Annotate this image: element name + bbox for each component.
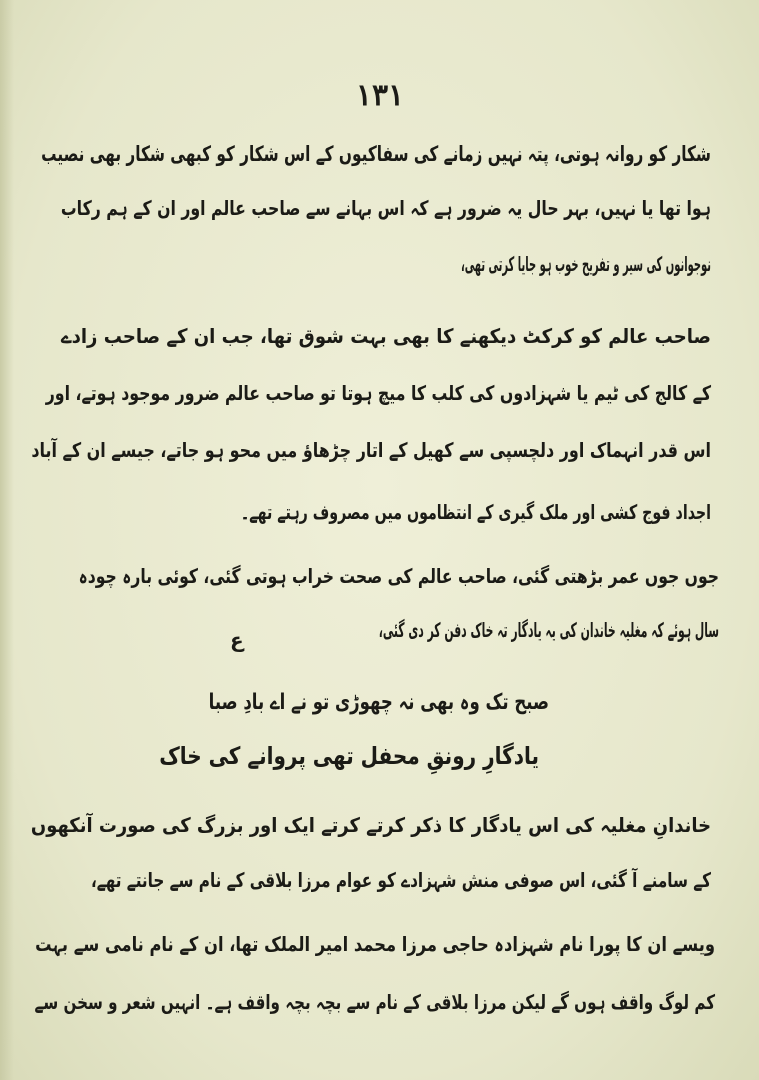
text-line-5: کے کالج کی ٹیم یا شہزادوں کی کلب کا میچ ہوتا تو صاحب عالم ضرور موجود ہوتے، اور xyxy=(45,381,711,405)
text-line-4: صاحب عالم کو کرکٹ دیکھنے کا بھی بہت شوق تھا، جب ان کے صاحب زادے xyxy=(60,324,712,348)
verse-marker: ع xyxy=(230,628,244,652)
text-line-7: اجداد فوج کشی اور ملک گیری کے انتظاموں میں مصروف رہتے تھے۔ xyxy=(240,500,711,524)
text-line-13: کم لوگ واقف ہوں گے لیکن مرزا بلاقی کے نام سے بچہ بچہ واقف ہے۔ انہیں شعر و سخن سے xyxy=(34,990,716,1014)
text-line-2: ہوا تھا یا نہیں، بہر حال یہ ضرور ہے کہ اس بہانے سے صاحب عالم اور ان کے ہم رکاب xyxy=(60,196,711,220)
text-line-11: کے سامنے آ گئی، اس صوفی منش شہزادے کو عوام مرزا بلاقی کے نام سے جانتے تھے، xyxy=(91,868,712,892)
page-edge-shadow xyxy=(0,0,14,1080)
text-line-9: سال ہوئے کہ مغلیہ خاندان کی یہ یادگار تہ خاک دفن کر دی گئی، xyxy=(378,618,719,642)
verse-line-1: صبح تک وہ بھی نہ چھوڑی تو نے اے بادِ صبا xyxy=(208,690,549,715)
text-line-6: اس قدر انہماک اور دلچسپی سے کھیل کے اتار چڑھاؤ میں محو ہو جاتے، جیسے ان کے آباد xyxy=(31,438,712,462)
text-line-12: ویسے ان کا پورا نام شہزادہ حاجی مرزا محمد امیر الملک تھا، ان کے نام نامی سے بہت xyxy=(35,932,715,956)
text-line-1: شکار کو روانہ ہوتی، پتہ نہیں زمانے کی سفاکیوں کے اس شکار کو کبھی شکار بھی نصیب xyxy=(41,142,711,166)
page-number: ۱۳۱ xyxy=(355,78,405,113)
verse-line-2: یادگارِ رونقِ محفل تھی پروانے کی خاک xyxy=(159,742,539,770)
text-line-3: نوجوانوں کی سیر و تفریح خوب ہو جایا کرتی تھی، xyxy=(460,252,711,276)
text-line-8: جوں جوں عمر بڑھتی گئی، صاحب عالم کی صحت خراب ہوتی گئی، کوئی بارہ چودہ xyxy=(78,564,720,588)
text-line-10: خاندانِ مغلیہ کی اس یادگار کا ذکر کرتے کرتے ایک اور بزرگ کی صورت آنکھوں xyxy=(30,813,712,837)
